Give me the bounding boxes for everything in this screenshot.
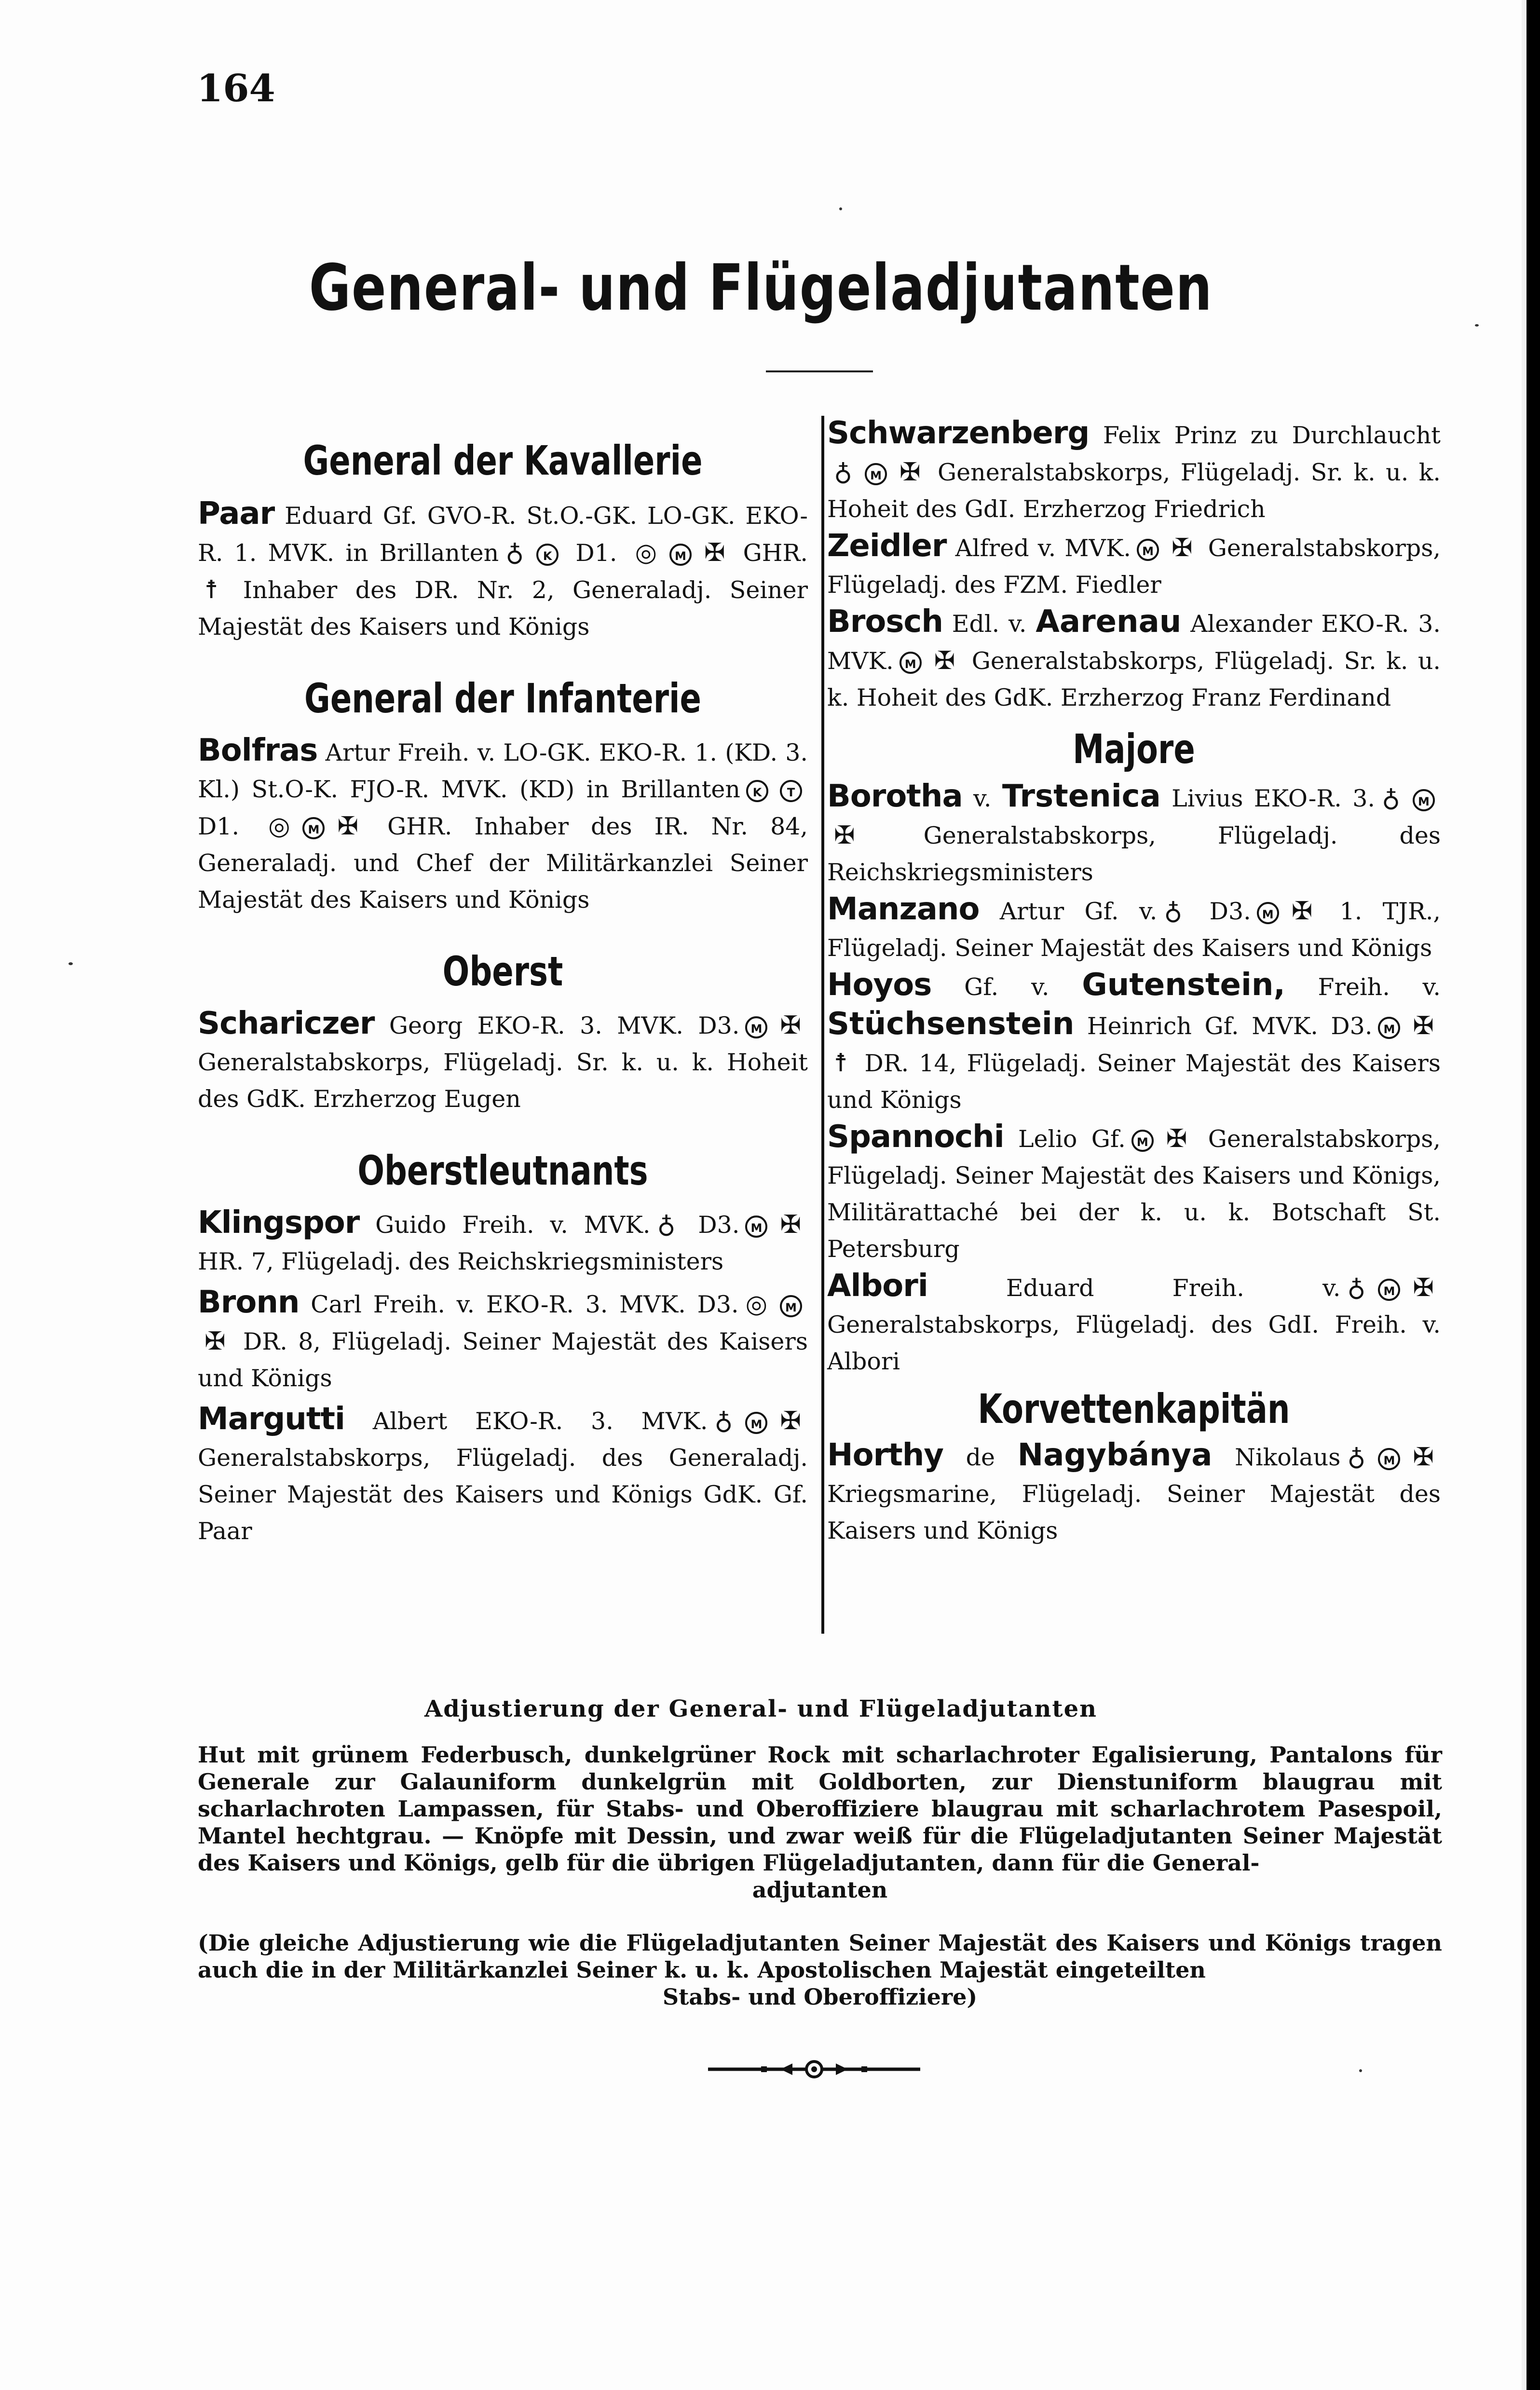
entry-text: Kriegsmarine, Flügeladj. Seiner Majestät des Kaisers und Königs: [827, 1480, 1441, 1544]
entry-text: Freih. v.: [1285, 973, 1441, 1001]
m-medal-icon: M: [1378, 1448, 1400, 1470]
rank-heading-kavallerie: General der Kavallerie: [303, 437, 703, 484]
cross-icon: ✠: [780, 1407, 801, 1435]
entry-schariczer: [198, 1005, 808, 1118]
entry-text: D3.: [682, 1211, 740, 1239]
entry-text: Heinrich Gf. MVK. D3.: [1074, 1012, 1373, 1040]
m-medal-icon: M: [1378, 1017, 1400, 1039]
dust-speck: [68, 962, 73, 965]
cross-icon: ✠: [337, 812, 359, 841]
entry-text: 1. TJR., Flügeladj. Seiner Majestät des Kaisers und Königs: [827, 898, 1441, 962]
entry-name: Brosch: [827, 604, 943, 640]
entry-name: Bronn: [198, 1284, 300, 1320]
cross-icon: ✠: [1413, 1273, 1434, 1302]
entry-bolfras: [198, 732, 808, 918]
page-number: 164: [197, 67, 275, 110]
order-cross-icon: ♁: [1347, 1273, 1366, 1302]
rank-heading-korvettenkapitaen: Korvettenkapitän: [978, 1385, 1290, 1433]
entry-text: HR. 7, Flügeladj. des Reichskriegsministers: [198, 1248, 724, 1275]
cross-icon: ✠: [1413, 1443, 1434, 1472]
entry-text: Generalstabskorps, Flügeladj. Sr. k. u. k. Hoheit des GdI. Erzherzog Friedrich: [827, 459, 1441, 523]
order-cross-icon: ♁: [1381, 784, 1400, 813]
column-divider: [821, 416, 824, 1634]
m-medal-icon: M: [745, 1412, 767, 1434]
ornament-divider: [708, 2055, 920, 2084]
dust-speck: [1475, 324, 1479, 327]
m-medal-icon: M: [302, 817, 325, 839]
entry-text: Eduard Gf. GVO-R. St.O.-GK. LO-GK. EKO-R. 1. MVK. in Brillanten: [198, 502, 808, 567]
entry-horthy: [827, 1437, 1441, 1549]
service-decoration-icon: ◎: [635, 538, 657, 567]
m-medal-icon: M: [669, 544, 692, 566]
cross-icon: ✠: [899, 458, 921, 487]
entry-paar: [198, 495, 808, 645]
entry-name: Borotha: [827, 778, 963, 814]
rank-heading-oberstleutnants: Oberstleutnants: [357, 1147, 648, 1194]
m-medal-icon: M: [1378, 1279, 1400, 1301]
m-medal-icon: M: [745, 1016, 767, 1038]
order-cross-icon: ♁: [834, 458, 853, 487]
rank-heading-majore: Majore: [1073, 725, 1195, 773]
order-cross-icon: ♁: [1164, 897, 1183, 926]
entry-name: Zeidler: [827, 528, 947, 564]
rank-heading-infanterie: General der Infanterie: [304, 675, 701, 722]
adjustierung-note-end: Stabs- und Oberoffiziere): [662, 1984, 978, 2010]
entry-text: Generalstabskorps, Flügeladj. Sr. k. u. k. Hoheit des GdK. Erzherzog Franz Ferdinand: [827, 647, 1441, 711]
entry-text: Felix Prinz zu Durchlaucht: [1089, 422, 1441, 449]
page-title: General- und Flügeladjutanten: [309, 251, 1213, 325]
cross-icon: ✠: [704, 538, 725, 567]
cross-icon: ✠: [834, 821, 855, 850]
entry-text: GHR. Inhaber des IR. Nr. 84, Generaladj. und Chef der Militärkanzlei Seiner Majestät des Kaisers und Königs: [198, 813, 808, 914]
entry-text: Alexander EKO-R. 3. MVK.: [827, 610, 1441, 675]
entry-text: Georg EKO-R. 3. MVK. D3.: [374, 1012, 740, 1039]
entry-text: Generalstabskorps, Flügeladj. des Reichskriegsministers: [827, 822, 1441, 886]
entry-borotha: [827, 778, 1441, 891]
t-medal-icon: T: [780, 780, 802, 802]
entry-text: D1.: [198, 813, 262, 840]
k-medal-icon: K: [746, 780, 768, 802]
order-cross-icon: ♁: [714, 1407, 733, 1435]
entry-text: DR. 8, Flügeladj. Seiner Majestät des Kaisers und Königs: [198, 1328, 808, 1392]
order-cross-icon: ♁: [1347, 1443, 1366, 1472]
entry-text: Edl. v.: [942, 610, 1036, 638]
entry-name: Spannochi: [827, 1119, 1004, 1155]
entry-text: GHR.: [732, 539, 808, 567]
entry-name: Horthy: [827, 1437, 943, 1473]
entry-text: Guido Freih. v. MVK.: [359, 1211, 651, 1239]
m-medal-icon: M: [1137, 539, 1159, 561]
entry-name: Manzano: [827, 891, 980, 927]
entry-text: Artur Gf. v.: [979, 898, 1158, 925]
entry-text: Inhaber des DR. Nr. 2, Generaladj. Seiner Majestät des Kaisers und Königs: [198, 576, 808, 641]
entry-text: Alfred v. MVK.: [946, 534, 1131, 562]
entry-name: Albori: [827, 1268, 928, 1304]
entry-name: Margutti: [198, 1401, 345, 1437]
order-cross-icon: ♁: [657, 1210, 676, 1239]
adjustierung-paragraph: Hut mit grünem Federbusch, dunkelgrüner Rock mit scharlachroter Egalisierung, Pantalons für Generale zur Galauniform dunkelgrün mit Goldborten, zur Dienstuniform blaugrau mit scharlachroten Lampassen, für Stabs- und Oberoffiziere blaugrau mit scharlachrotem Pasespoil, Mantel hechtgrau. — Knöpfe mit Dessin, und zwar weiß für die Flügeladjutanten Seiner Majestät des Kaisers und Königs, gelb für die übrigen Flügeladjutanten, dann für die General-: [198, 1742, 1442, 1876]
cross-icon: ✠: [934, 646, 955, 675]
entry-zeidler: [827, 528, 1441, 603]
entry-text: Generalstabskorps, Flügeladj. des Generaladj. Seiner Majestät des Kaisers und Königs GdK. Gf. Paar: [198, 1444, 808, 1545]
rank-heading-oberst: Oberst: [442, 948, 563, 995]
m-medal-icon: M: [899, 652, 922, 674]
entry-manzano: [827, 891, 1441, 967]
entry-margutti: [198, 1401, 808, 1550]
entry-name: Schwarzenberg: [827, 415, 1090, 451]
entry-name: Klingspor: [198, 1205, 360, 1241]
adjustierung-body: [198, 1741, 1442, 1903]
order-cross-icon: ♁: [505, 538, 524, 567]
entry-spannochi: [827, 1119, 1441, 1268]
entry-text: Albert EKO-R. 3. MVK.: [344, 1407, 708, 1435]
cross-icon: ✠: [1291, 897, 1313, 926]
cross-icon: ✠: [1413, 1011, 1434, 1040]
cross-icon: ✠: [204, 1327, 226, 1356]
m-medal-icon: M: [865, 463, 887, 485]
adjustierung-note: [198, 1929, 1442, 2010]
dust-speck: [1359, 2069, 1362, 2072]
entry-text: v.: [962, 785, 1002, 812]
adjustierung-title: Adjustierung der General- und Flügeladjutanten: [424, 1695, 1098, 1722]
entry-text: Nikolaus: [1212, 1444, 1341, 1471]
cross-icon: ✠: [780, 1210, 802, 1239]
entry-name-secondary: Trstenica: [1002, 778, 1161, 814]
m-medal-icon: M: [1257, 902, 1279, 924]
entry-schwarzenberg: [827, 415, 1441, 528]
cross-icon: ✠: [780, 1011, 801, 1040]
entry-text: Generalstabskorps, Flügeladj. Seiner Majestät des Kaisers und Königs, Militärattaché bei der k. u. k. Botschaft St. Petersburg: [827, 1125, 1441, 1263]
m-medal-icon: M: [1131, 1130, 1154, 1152]
entry-text: D1.: [564, 539, 628, 567]
entry-bronn: [198, 1284, 808, 1397]
k-medal-icon: K: [536, 544, 559, 566]
entry-name-secondary: Gutenstein,: [1082, 967, 1285, 1003]
entry-name: Schariczer: [198, 1006, 375, 1041]
entry-text: DR. 14, Flügeladj. Seiner Majestät des Kaisers und Königs: [827, 1050, 1441, 1114]
entry-text: Carl Freih. v. EKO-R. 3. MVK. D3.: [299, 1291, 739, 1318]
m-medal-icon: M: [1413, 789, 1435, 811]
entry-name-secondary: Aarenau: [1036, 604, 1182, 640]
entry-text: de: [943, 1444, 1018, 1471]
entry-text: Artur Freih. v. LO-GK. EKO-R. 1. (KD. 3. Kl.) St.O-K. FJO-R. MVK. (KD) in Brillanten: [198, 739, 808, 803]
entry-text: Eduard Freih. v.: [927, 1274, 1341, 1302]
entry-name-tertiary: Stüchsenstein: [827, 1006, 1075, 1042]
service-decoration-icon: ◎: [745, 1290, 767, 1319]
entry-text: D3.: [1189, 898, 1251, 925]
entry-text: Generalstabskorps, Flügeladj. des GdI. Freih. v. Albori: [827, 1311, 1441, 1375]
adjustierung-paragraph-end: adjutanten: [752, 1877, 888, 1903]
service-decoration-icon: ◎: [268, 812, 290, 841]
m-medal-icon: M: [745, 1215, 767, 1238]
entry-brosch: [827, 603, 1441, 716]
entry-text: Generalstabskorps, Flügeladj. des FZM. Fiedler: [827, 534, 1441, 599]
entry-name: Hoyos: [827, 967, 932, 1003]
entry-name: Paar: [198, 496, 275, 532]
entry-albori: [827, 1268, 1441, 1380]
adjustierung-note-text: (Die gleiche Adjustierung wie die Flügeladjutanten Seiner Majestät des Kaisers und Königs tragen auch die in der Militärkanzlei Seiner k. u. k. Apostolischen Majestät eingeteilten: [198, 1930, 1442, 1983]
entry-hoyos: [827, 967, 1441, 1119]
title-divider: [766, 370, 873, 372]
entry-text: Generalstabskorps, Flügeladj. Sr. k. u. k. Hoheit des GdK. Erzherzog Eugen: [198, 1049, 808, 1113]
left-column: [198, 415, 808, 1550]
right-column: [827, 415, 1441, 1549]
proprietor-icon: ☨: [204, 575, 218, 604]
entry-text: Lelio Gf.: [1004, 1125, 1126, 1153]
cross-icon: ✠: [1166, 1124, 1187, 1153]
entry-name: Bolfras: [198, 733, 318, 768]
entry-klingspor: [198, 1204, 808, 1280]
dust-speck: [839, 207, 842, 210]
entry-text: Gf. v.: [931, 973, 1082, 1001]
entry-name-secondary: Nagybánya: [1017, 1437, 1213, 1473]
m-medal-icon: M: [780, 1295, 802, 1317]
cross-icon: ✠: [1172, 533, 1193, 562]
entry-text: Livius EKO-R. 3.: [1160, 785, 1375, 812]
proprietor-icon: ☨: [834, 1049, 848, 1078]
